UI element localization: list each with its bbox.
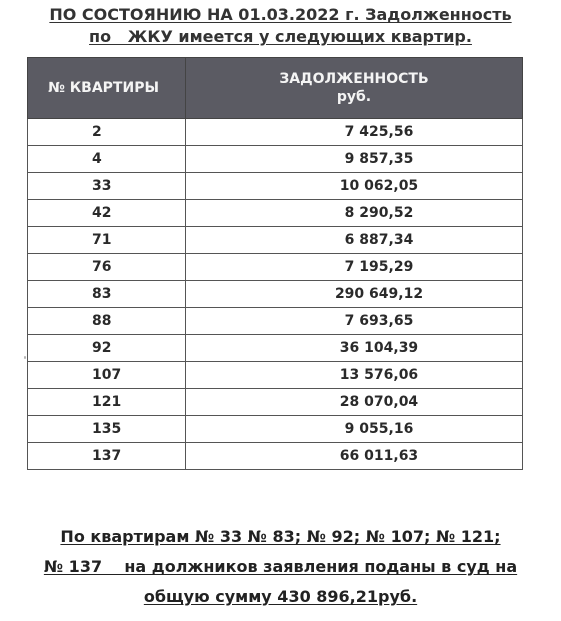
debt-amount: 7 195,29 bbox=[186, 254, 523, 281]
debt-header-label: ЗАДОЛЖЕННОСТЬ bbox=[279, 71, 429, 87]
apartment-number: 121 bbox=[28, 389, 186, 416]
debt-header-unit: руб. bbox=[336, 89, 372, 105]
apartment-number: 76 bbox=[28, 254, 186, 281]
apartment-number: 4 bbox=[28, 146, 186, 173]
apartment-number: 107 bbox=[28, 362, 186, 389]
apartment-number: 83 bbox=[28, 281, 186, 308]
debt-amount: 13 576,06 bbox=[186, 362, 523, 389]
footer-line-2: № 137 на должников заявления поданы в суд на bbox=[43, 557, 518, 576]
debt-table-body bbox=[28, 119, 523, 470]
apartment-number: 135 bbox=[28, 416, 186, 443]
heading-line-2: по ЖКУ имеется у следующих квартир. bbox=[89, 27, 472, 46]
apartment-number: 71 bbox=[28, 227, 186, 254]
table-row bbox=[28, 443, 523, 470]
apartment-number: 33 bbox=[28, 173, 186, 200]
debt-amount: 8 290,52 bbox=[186, 200, 523, 227]
debt-amount: 7 425,56 bbox=[186, 119, 523, 146]
debt-amount: 66 011,63 bbox=[186, 443, 523, 470]
table-row bbox=[28, 308, 523, 335]
apartment-number: 88 bbox=[28, 308, 186, 335]
apartment-number: 2 bbox=[28, 119, 186, 146]
debt-amount: 290 649,12 bbox=[186, 281, 523, 308]
table-row bbox=[28, 200, 523, 227]
table-row bbox=[28, 173, 523, 200]
debt-amount: 28 070,04 bbox=[186, 389, 523, 416]
table-row bbox=[28, 227, 523, 254]
debt-amount: 36 104,39 bbox=[186, 335, 523, 362]
apartment-number: 92 bbox=[28, 335, 186, 362]
heading-line-1: ПО СОСТОЯНИЮ НА 01.03.2022 г. Задолженность bbox=[49, 5, 512, 24]
scan-speck bbox=[24, 356, 26, 359]
footer-line-1: По квартирам № 33 № 83; № 92; № 107; № 121; bbox=[60, 527, 501, 546]
table-row bbox=[28, 146, 523, 173]
table-row bbox=[28, 335, 523, 362]
table-row bbox=[28, 389, 523, 416]
debt-column-header bbox=[186, 58, 523, 119]
footer-line-3: общую сумму 430 896,21руб. bbox=[143, 587, 418, 606]
table-row bbox=[28, 254, 523, 281]
header-row bbox=[28, 58, 523, 119]
apartment-number: 137 bbox=[28, 443, 186, 470]
debt-amount: 9 857,35 bbox=[186, 146, 523, 173]
debt-amount: 10 062,05 bbox=[186, 173, 523, 200]
apartment-column-header: № КВАРТИРЫ bbox=[28, 58, 186, 119]
debt-amount: 7 693,65 bbox=[186, 308, 523, 335]
table-row bbox=[28, 119, 523, 146]
table-row bbox=[28, 362, 523, 389]
debt-amount: 9 055,16 bbox=[186, 416, 523, 443]
table-row bbox=[28, 416, 523, 443]
debt-amount: 6 887,34 bbox=[186, 227, 523, 254]
debt-table bbox=[27, 57, 523, 470]
debt-table-header bbox=[28, 58, 523, 119]
apartment-number: 42 bbox=[28, 200, 186, 227]
table-row bbox=[28, 281, 523, 308]
